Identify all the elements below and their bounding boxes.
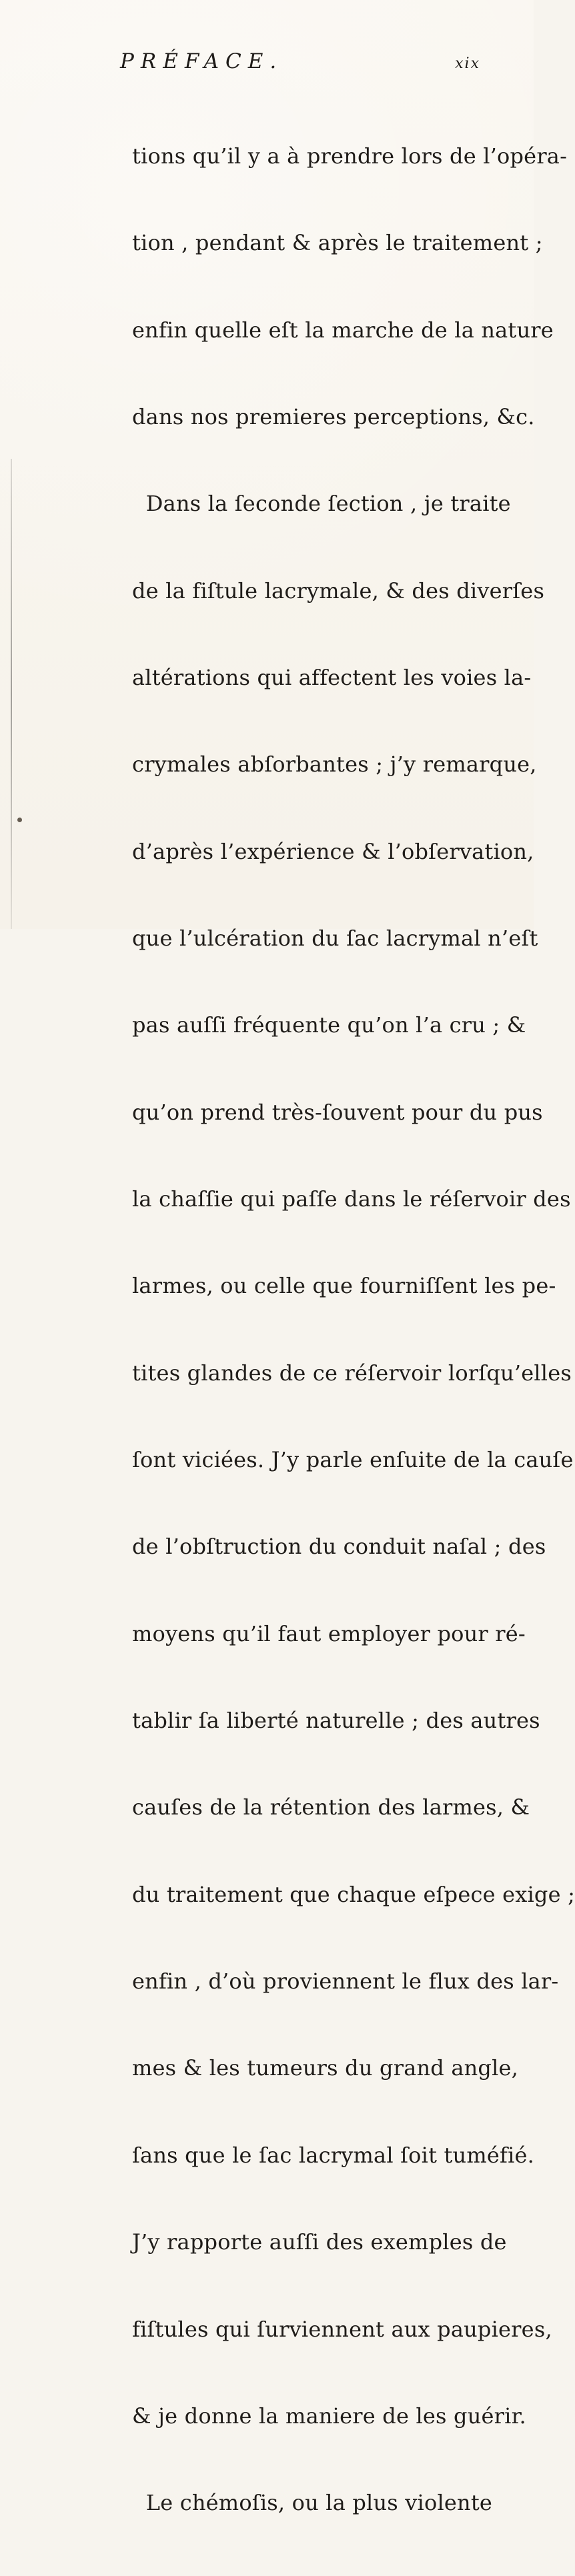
text-line: d’après l’expérience & l’obſervation, — [132, 838, 534, 864]
text-line: & je donne la maniere de les guérir. — [132, 2403, 526, 2429]
text-line: Dans la ſeconde ſection , je traite — [132, 491, 511, 517]
ink-speck — [17, 818, 22, 822]
text-line: moyens qu’il faut employer pour ré- — [132, 1620, 526, 1646]
text-line: J’y rapporte auſſi des exemples de — [132, 2229, 507, 2255]
text-line: de la fiſtule lacrymale, & des diverſes — [132, 577, 545, 603]
text-line: la chaſſie qui paſſe dans le réſervoir des — [132, 1186, 571, 1212]
text-line: fiſtules qui ſurviennent aux paupieres, — [132, 2316, 552, 2342]
text-line: ſont viciées. J’y parle enſuite de la cauſe — [132, 1447, 574, 1473]
page-number: xix — [455, 55, 480, 72]
text-line: mes & les tumeurs du grand angle, — [132, 2055, 519, 2081]
text-line: que l’ulcération du ſac lacrymal n’eſt — [132, 926, 538, 951]
text-line: enfin , d’où proviennent le flux des lar- — [132, 1969, 559, 1995]
text-line: tites glandes de ce réſervoir lorſqu’elles — [132, 1360, 572, 1386]
text-line: pas auſſi fréquente qu’on l’a cru ; & — [132, 1012, 526, 1038]
text-line: cauſes de la rétention des larmes, & — [132, 1794, 530, 1820]
text-line: tablir ſa liberté naturelle ; des autres — [132, 1708, 540, 1734]
text-line: ſans que le ſac lacrymal ſoit tuméfié. — [132, 2142, 535, 2168]
text-line: de l’obſtruction du conduit naſal ; des — [132, 1534, 546, 1560]
text-line: du traitement que chaque eſpece exige ; — [132, 1881, 575, 1907]
text-line: altérations qui affectent les voies la- — [132, 664, 532, 690]
text-line: Le chémoſis, ou la plus violente — [132, 2490, 493, 2516]
text-line: tions qu’il y a à prendre lors de l’opéra- — [132, 143, 568, 169]
body-text — [132, 84, 575, 2576]
running-head-title: PRÉFACE. — [120, 49, 283, 73]
text-line: dans nos premieres perceptions, &c. — [132, 403, 535, 429]
text-line: larmes, ou celle que fourniſſent les pe- — [132, 1273, 556, 1299]
running-header — [120, 49, 480, 75]
text-line: tion , pendant & après le traitement ; — [132, 230, 543, 256]
page-edge-shadow — [11, 459, 12, 929]
text-line: qu’on prend très-ſouvent pour du pus — [132, 1099, 543, 1125]
text-line: crymales abſorbantes ; j’y remarque, — [132, 752, 537, 778]
text-line: enfin quelle eſt la marche de la nature — [132, 317, 554, 343]
